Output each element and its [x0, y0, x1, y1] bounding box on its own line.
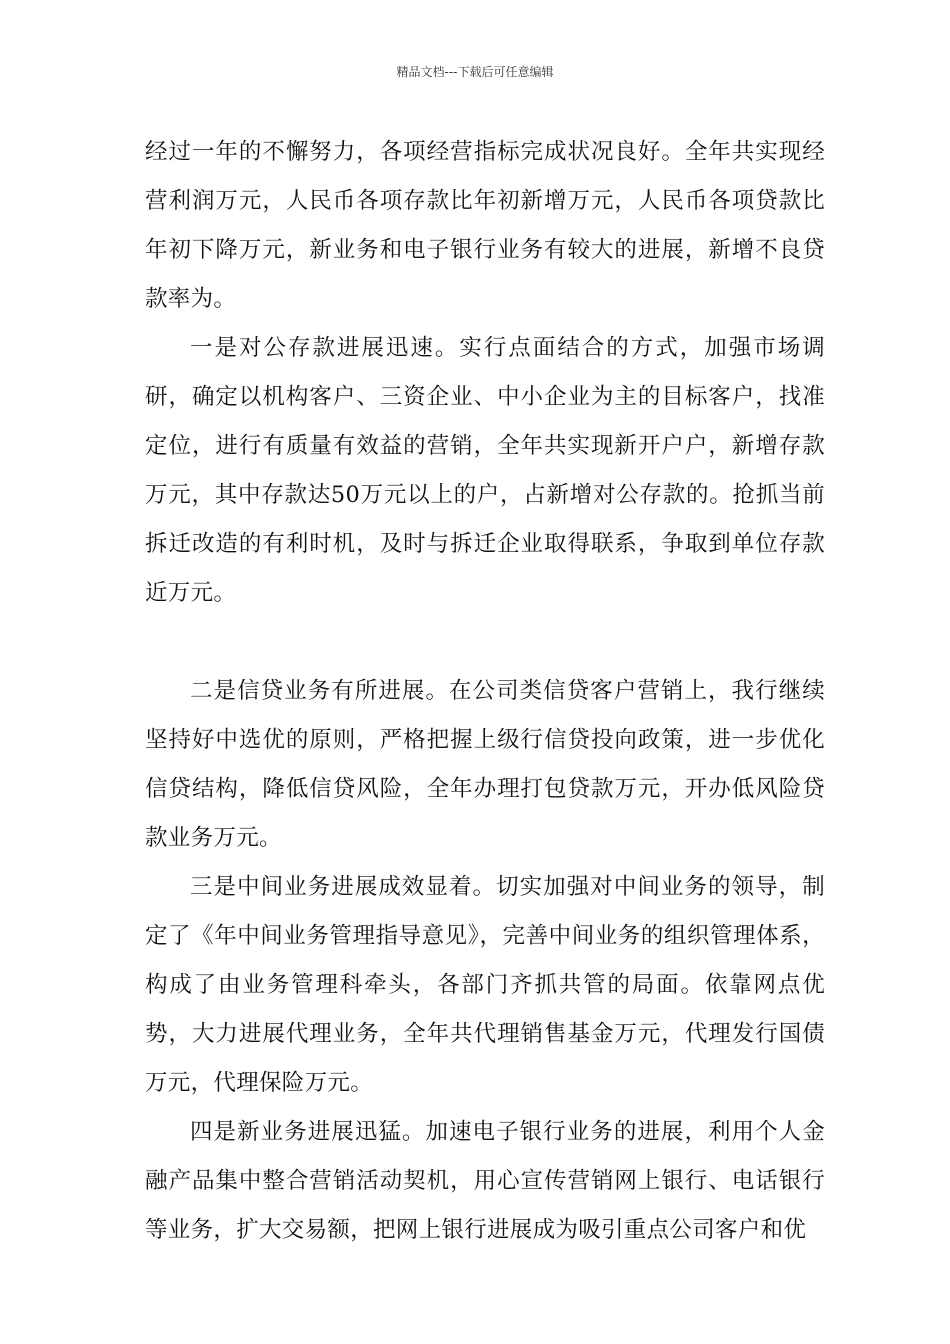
paragraph-deposits: 一是对公存款进展迅速。实行点面结合的方式，加强市场调研，确定以机构客户、三资企业、中小企业为主的目标客户，找准定位，进行有质量有效益的营销，全年共实现新开户户，新增存款万元，其中存款达50万元以上的户，占新增对公存款的。抢抓当前拆迁改造的有利时机，及时与拆迁企业取得联系，争取到单位存款近万元。: [145, 335, 825, 606]
paragraph-summary: 经过一年的不懈努力，各项经营指标完成状况良好。全年共实现经营利润万元，人民币各项存款比年初新增万元，人民币各项贷款比年初下降万元，新业务和电子银行业务有较大的进展，新增不良贷款率为。: [145, 139, 825, 312]
page-header: 精品文档---下载后可任意编辑: [396, 65, 554, 79]
paragraph-intermediary: 三是中间业务进展成效显着。切实加强对中间业务的领导，制定了《年中间业务管理指导意见》，完善中间业务的组织管理体系，构成了由业务管理科牵头，各部门齐抓共管的局面。依靠网点优势，大力进展代理业务，全年共代理销售基金万元，代理发行国债万元，代理保险万元。: [145, 874, 825, 1096]
paragraph-credit: 二是信贷业务有所进展。在公司类信贷客户营销上，我行继续坚持好中选优的原则，严格把握上级行信贷投向政策，进一步优化信贷结构，降低信贷风险，全年办理打包贷款万元，开办低风险贷款业务万元。: [145, 678, 825, 851]
document-body: [145, 128, 825, 1255]
paragraph-new-business: 四是新业务进展迅猛。加速电子银行业务的进展，利用个人金融产品集中整合营销活动契机，用心宣传营销网上银行、电话银行等业务，扩大交易额，把网上银行进展成为吸引重点公司客户和优: [145, 1119, 825, 1243]
